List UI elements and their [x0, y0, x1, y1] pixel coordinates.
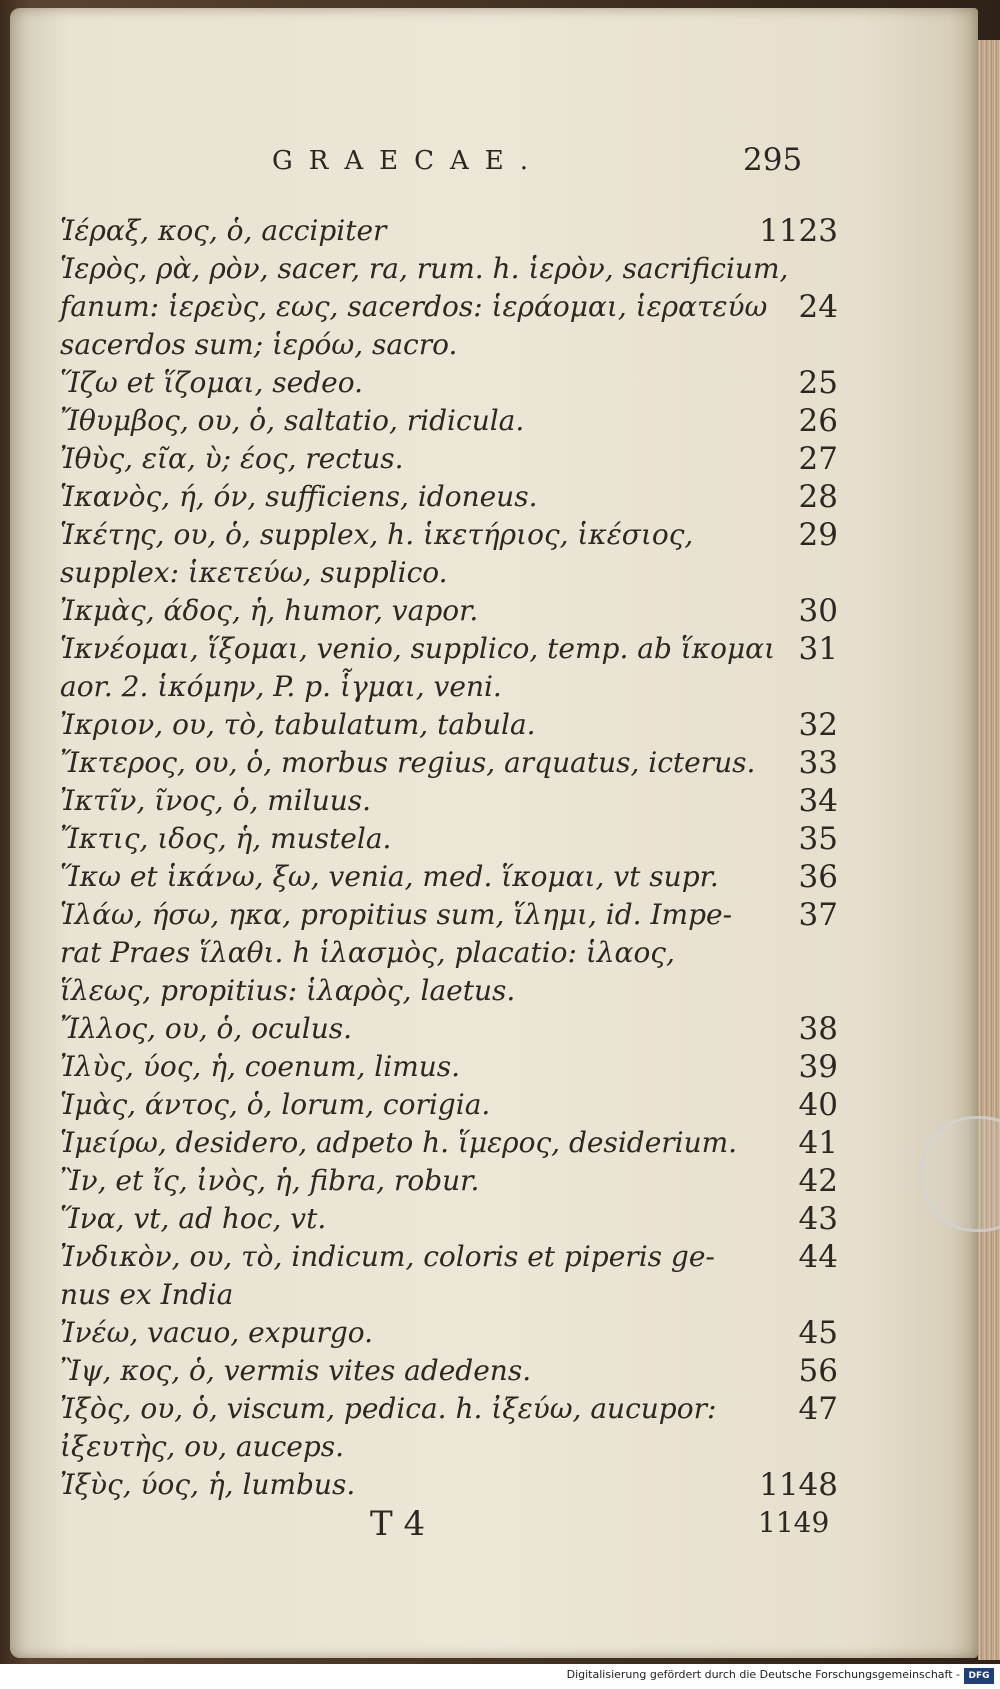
- book-page-edges: [978, 40, 1000, 1660]
- entry-line: [48, 706, 838, 744]
- entry-number: 43: [798, 1201, 838, 1237]
- entry-line: [48, 858, 838, 896]
- entry-text: nus ex India: [60, 1278, 234, 1311]
- entry-text: Ἱκέτης, ου, ὁ, supplex, h. ἱκετήριος, ἱκέσιος,: [60, 518, 694, 551]
- entry-text: Ἱλάω, ήσω, ηκα, propitius sum, ἵλημι, id. Impe-: [60, 898, 733, 931]
- entry-line: [48, 1390, 838, 1428]
- entry-text: Ἱκανὸς, ή, όν, sufficiens, idoneus.: [60, 480, 538, 513]
- entry-text: Ἰξὸς, ου, ὁ, viscum, pedica. h. ἰξεύω, aucupor:: [60, 1392, 717, 1425]
- entry-line: [48, 326, 838, 364]
- catchword: 1149: [758, 1506, 830, 1539]
- entry-line: [48, 1124, 838, 1162]
- entry-line: [48, 516, 838, 554]
- credit-text: Digitalisierung gefördert durch die Deutsche Forschungsgemeinschaft -: [566, 1668, 960, 1681]
- entry-number: 36: [798, 859, 838, 895]
- entry-line: [48, 212, 838, 250]
- entry-text: Ἴκτις, ιδος, ἡ, mustela.: [60, 822, 392, 855]
- entry-number: 25: [798, 365, 838, 401]
- dictionary-entries: [48, 212, 838, 1504]
- entry-number: 29: [798, 517, 838, 553]
- entry-number: 30: [798, 593, 838, 629]
- entry-text: Ἴκτερος, ου, ὁ, morbus regius, arquatus, icterus.: [60, 746, 756, 779]
- entry-line: [48, 250, 838, 288]
- entry-text: Ἵζω et ἵζομαι, sedeo.: [60, 366, 363, 399]
- entry-line: [48, 820, 838, 858]
- entry-number: 34: [798, 783, 838, 819]
- entry-line: [48, 668, 838, 706]
- entry-line: [48, 934, 838, 972]
- entry-text: aor. 2. ἱκόμην, P. p. ἷγμαι, veni.: [60, 670, 502, 703]
- entry-text: Ἵνα, vt, ad hoc, vt.: [60, 1202, 327, 1235]
- entry-line: [48, 1238, 838, 1276]
- page-header: [10, 142, 978, 186]
- entry-text: Ἰξὺς, ύος, ἡ, lumbus.: [60, 1468, 356, 1501]
- entry-line: [48, 554, 838, 592]
- entry-number: 47: [798, 1391, 838, 1427]
- entry-line: [48, 1352, 838, 1390]
- entry-number: 27: [798, 441, 838, 477]
- entry-text: ἰξευτὴς, ου, auceps.: [60, 1430, 345, 1463]
- entry-text: Ἰκμὰς, άδος, ἡ, humor, vapor.: [60, 594, 479, 627]
- dfg-logo-icon: DFG: [964, 1668, 994, 1684]
- entry-text: Ἱμείρω, desidero, adpeto h. ἵμερος, desiderium.: [60, 1126, 738, 1159]
- entry-number: 37: [798, 897, 838, 933]
- entry-text: sacerdos sum; ἱερόω, sacro.: [60, 328, 458, 361]
- entry-text: Ἴθυμβος, ου, ὁ, saltatio, ridicula.: [60, 404, 525, 437]
- entry-line: [48, 972, 838, 1010]
- page-number: 295: [743, 142, 803, 178]
- entry-text: Ἱέραξ, κος, ὁ, accipiter: [60, 214, 387, 247]
- entry-text: Ἰκριον, ου, τὸ, tabulatum, tabula.: [60, 708, 536, 741]
- entry-line: [48, 782, 838, 820]
- entry-line: [48, 364, 838, 402]
- entry-text: Ἰνδικὸν, ου, τὸ, indicum, coloris et piperis ge-: [60, 1240, 715, 1273]
- entry-number: 32: [798, 707, 838, 743]
- entry-text: Ἰνέω, vacuo, expurgo.: [60, 1316, 374, 1349]
- book-page: [10, 8, 978, 1658]
- entry-line: [48, 1466, 838, 1504]
- entry-number: 42: [798, 1163, 838, 1199]
- running-title: GRAECAE.: [272, 146, 545, 176]
- entry-line: [48, 630, 838, 668]
- entry-number: 41: [798, 1125, 838, 1161]
- entry-line: [48, 402, 838, 440]
- entry-text: supplex: ἱκετεύω, supplico.: [60, 556, 448, 589]
- entry-number: 35: [798, 821, 838, 857]
- entry-line: [48, 440, 838, 478]
- entry-line: [48, 744, 838, 782]
- entry-number: 33: [798, 745, 838, 781]
- entry-number: 45: [798, 1315, 838, 1351]
- entry-text: ἵλεως, propitius: ἱλαρὸς, laetus.: [60, 974, 516, 1007]
- entry-line: [48, 1162, 838, 1200]
- entry-text: fanum: ἱερεὺς, εως, sacerdos: ἱεράομαι, ἱερατεύω: [60, 290, 768, 323]
- entry-text: Ἵκω et ἱκάνω, ξω, venia, med. ἵκομαι, vt supr.: [60, 860, 719, 893]
- entry-text: Ἱερὸς, ρὰ, ρὸν, sacer, ra, rum. h. ἱερὸν, sacrificium,: [60, 252, 789, 285]
- entry-number: 28: [798, 479, 838, 515]
- entry-text: Ἰκτῖν, ῖνος, ὁ, miluus.: [60, 784, 372, 817]
- entry-number: 24: [798, 289, 838, 325]
- entry-line: [48, 896, 838, 934]
- entry-line: [48, 1276, 838, 1314]
- entry-text: Ἱμὰς, άντος, ὁ, lorum, corigia.: [60, 1088, 491, 1121]
- entry-line: [48, 478, 838, 516]
- entry-line: [48, 592, 838, 630]
- digitization-credit: [0, 1664, 1000, 1689]
- entry-number: 40: [798, 1087, 838, 1123]
- entry-number: 26: [798, 403, 838, 439]
- entry-text: Ἲν, et ἴς, ἰνὸς, ἡ, fibra, robur.: [60, 1164, 480, 1197]
- entry-line: [48, 1428, 838, 1466]
- entry-text: Ἰλὺς, ύος, ἡ, coenum, limus.: [60, 1050, 461, 1083]
- entry-line: [48, 1048, 838, 1086]
- entry-number: 56: [798, 1353, 838, 1389]
- entry-number: 31: [798, 631, 838, 667]
- entry-number: 1123: [759, 213, 838, 249]
- entry-line: [48, 1200, 838, 1238]
- entry-text: Ἱκνέομαι, ἵξομαι, venio, supplico, temp. ab ἵκομαι: [60, 632, 776, 665]
- entry-text: Ἲψ, κος, ὁ, vermis vites adedens.: [60, 1354, 532, 1387]
- entry-text: Ἰθὺς, εῖα, ὺ; έος, rectus.: [60, 442, 404, 475]
- signature-mark: T 4: [370, 1504, 426, 1544]
- entry-number: 1148: [759, 1467, 838, 1503]
- entry-text: Ἴλλος, ου, ὁ, oculus.: [60, 1012, 353, 1045]
- page-footer: [10, 1504, 978, 1554]
- entry-text: rat Praes ἵλαθι. h ἱλασμὸς, placatio: ἱλαος,: [60, 936, 675, 969]
- entry-number: 38: [798, 1011, 838, 1047]
- entry-line: [48, 1314, 838, 1352]
- entry-line: [48, 1086, 838, 1124]
- entry-number: 39: [798, 1049, 838, 1085]
- entry-line: [48, 288, 838, 326]
- entry-line: [48, 1010, 838, 1048]
- entry-number: 44: [798, 1239, 838, 1275]
